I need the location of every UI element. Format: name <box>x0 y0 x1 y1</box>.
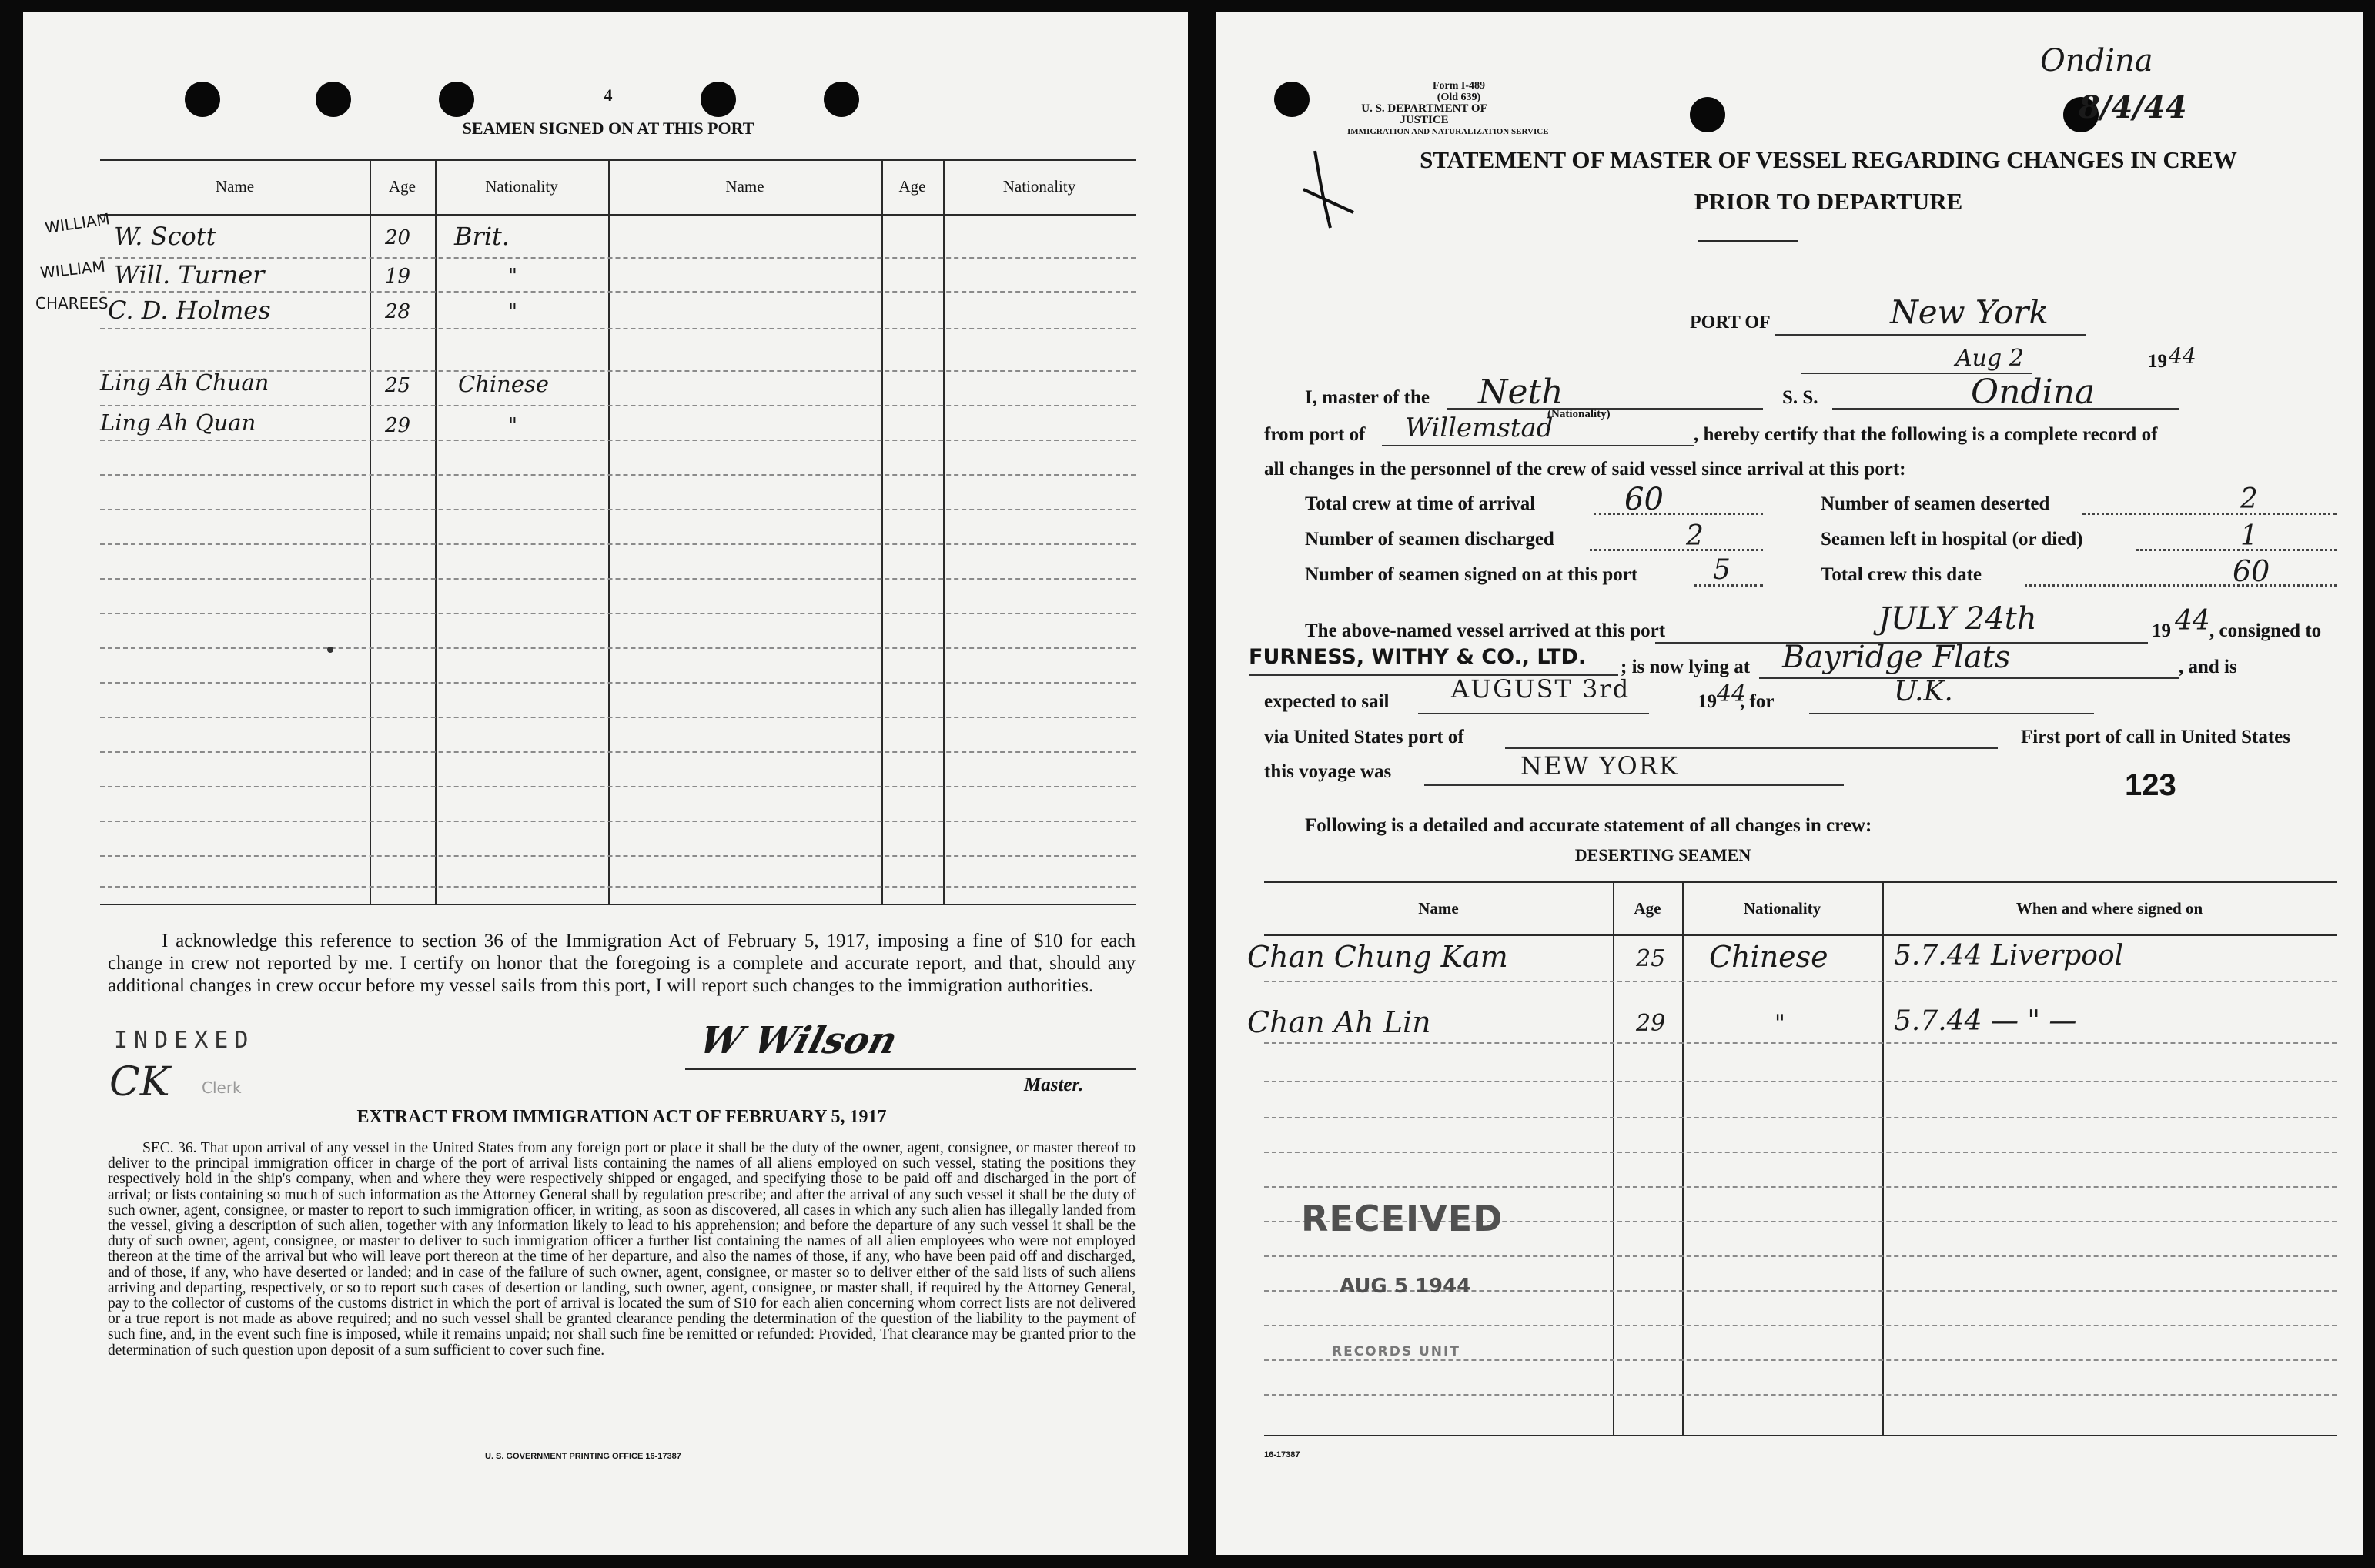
right-form-page <box>1216 12 2363 1555</box>
consigned-label: , consigned to <box>2209 620 2322 641</box>
handwritten-vessel-name: Ondina <box>2040 43 2153 79</box>
row-name: Ling Ah Chuan <box>100 369 269 396</box>
total-arrival-value: 60 <box>1624 482 1664 517</box>
sail-label: expected to sail <box>1264 691 1390 712</box>
nationality-caption: (Nationality) <box>1547 408 1611 420</box>
total-arrival-label: Total crew at time of arrival <box>1305 493 1536 514</box>
and-is-label: , and is <box>2179 657 2237 677</box>
indexed-stamp: INDEXED <box>114 1027 255 1054</box>
row-age: 25 <box>1636 945 1666 972</box>
arrived-year-prefix: 19 <box>2152 620 2171 641</box>
punch-hole <box>316 82 351 117</box>
received-stamp: RECEIVED <box>1301 1198 1504 1239</box>
row-age: 20 <box>385 226 411 249</box>
acknowledgement-text: I acknowledge this reference to section 36 of the Immigration Act of February 5, 1917, imposing a fine of $10 for each change in crew not reported by me. I certify on honor that the foregoing is a complete and accurate report, and that, should any additional changes in crew occur before my vessel sails from this port, I will report such changes to the immigration authorities. <box>108 931 1136 996</box>
punch-hole <box>185 82 220 117</box>
row-nationality: " <box>508 300 517 323</box>
punch-hole <box>701 82 736 117</box>
punch-hole <box>1690 97 1725 132</box>
clerk-initials: CK <box>109 1059 170 1105</box>
extract-title: EXTRACT FROM IMMIGRATION ACT OF FEBRUARY 5, 1917 <box>356 1107 887 1127</box>
margin-note: WILLIAM <box>38 256 106 283</box>
row-name: Will. Turner <box>114 260 265 289</box>
arrived-label: The above-named vessel arrived at this port <box>1305 620 1666 641</box>
discharged-value: 2 <box>1686 520 1704 552</box>
form-id: Form I-489 <box>1432 80 1486 92</box>
extract-text: SEC. 36. That upon arrival of any vessel in the United States from any foreign port or place it shall be the duty of the owner, agent, consignee, or master thereof to deliver to the principal immigration officer in charge of the port of arrival lists containing the names of all aliens employed on such vessel, stating the positions they respectively hold in the ship's company, when and where they were respectively shipped or engaged, and specifying those to be paid off and discharged in the port of arrival; or lists containing so much of such information as the Attorney General shall by regulation prescribe; and after the arrival of any such vessel it shall be the duty of such owner, agent, consignee, or master to report to such immigration officer, in writing, as soon as discovered, all cases in which any such alien has illegally landed from the vessel, giving a description of such alien, together with any information likely to lead to his apprehension; and before the departure of any such vessel it shall be the duty of such owner, agent, consignee, or master to deliver to such immigration officer a further list containing the names of all alien employees who were not employed thereon at the time of the arrival but who will leave port thereon at the time of her departure, and also the names of those, if any, who have been paid off and discharged, and of those, if any, who have deserted or landed; and in case of the failure of such owner, agent, consignee, or master so to deliver either of the said lists of such aliens arriving and departing, respectively, or so to report such cases of desertion or landing, such owner, agent, consignee, or master shall, if required by the Attorney General, pay to the collector of customs of the customs district in which the port of arrival is located the sum of $10 for each alien concerning whom correct lists are not delivered or a true report is not made as above required; and no such vessel shall be granted clearance pending the determination of the question of the liability to the payment of such fine, and, in the event such fine is imposed, while it remains unpaid; nor shall such fine be remitted or refunded: Provided, That clearance may be granted prior to the determination of such question upon deposit of a sum sufficient to cover such fine. <box>108 1140 1136 1359</box>
row-name: Ling Ah Quan <box>100 410 256 436</box>
master-of-label: I, master of the <box>1305 387 1430 408</box>
col-nationality: Nationality <box>485 177 558 196</box>
row-age: 19 <box>385 265 411 288</box>
margin-note: WILLIAM <box>43 209 112 237</box>
signed-on-value: 5 <box>1713 554 1731 586</box>
form-old: (Old 639) <box>1437 92 1481 103</box>
punch-hole <box>824 82 859 117</box>
printer-line: U. S. GOVERNMENT PRINTING OFFICE 16-17387 <box>485 1452 681 1461</box>
handwritten-date: 8/4/44 <box>2079 89 2187 125</box>
reference-number: 123 <box>2125 768 2176 802</box>
col-signed-on: When and where signed on <box>2015 899 2203 918</box>
lying-value: Bayridge Flats <box>1782 640 2011 675</box>
row-age: 25 <box>385 374 411 397</box>
row-nationality: " <box>508 414 517 437</box>
row-age: 29 <box>1636 1010 1666 1037</box>
row-nationality: Chinese <box>458 371 550 397</box>
records-unit: RECORDS UNIT <box>1332 1344 1460 1359</box>
col-name-2: Name <box>725 177 764 196</box>
col-age-2: Age <box>898 177 926 196</box>
form-header <box>1347 80 1549 138</box>
following-text: Following is a detailed and accurate statement of all changes in crew: <box>1305 815 1872 836</box>
consignee-value: FURNESS, WITHY & CO., LTD. <box>1249 645 1587 669</box>
printer-line: 16-17387 <box>1264 1450 1300 1459</box>
row-name: Chan Chung Kam <box>1247 940 1508 974</box>
certify-text: , hereby certify that the following is a complete record of <box>1694 424 2158 445</box>
sail-year-value: 44 <box>1717 680 1747 707</box>
from-port-label: from port of <box>1264 424 1366 445</box>
first-port-label: First port of call in United States <box>2021 727 2290 747</box>
punch-hole <box>439 82 474 117</box>
hospital-value: 1 <box>2240 520 2258 552</box>
total-date-value: 60 <box>2233 554 2270 588</box>
form-title-line1: STATEMENT OF MASTER OF VESSEL REGARDING CHANGES IN CREW <box>1420 146 2237 173</box>
section-title: SEAMEN SIGNED ON AT THIS PORT <box>462 119 754 138</box>
clerk-label: Clerk <box>202 1078 242 1097</box>
col-age: Age <box>389 177 416 196</box>
row-signed-on: 5.7.44 Liverpool <box>1894 940 2124 971</box>
service: IMMIGRATION AND NATURALIZATION SERVICE <box>1347 127 1549 136</box>
col-age: Age <box>1634 899 1661 918</box>
deserted-label: Number of seamen deserted <box>1821 493 2050 514</box>
master-signature: W Wilson <box>694 1019 902 1062</box>
date-value: Aug 2 <box>1955 345 2024 372</box>
via-label: via United States port of <box>1264 727 1464 747</box>
row-nationality: Brit. <box>454 222 510 251</box>
row-name: Chan Ah Lin <box>1247 1005 1431 1039</box>
punch-hole <box>1274 82 1310 117</box>
row-name: C. D. Holmes <box>108 296 271 325</box>
ss-value: Ondina <box>1971 373 2096 412</box>
received-date: AUG 5 1944 <box>1340 1275 1471 1298</box>
sail-value: AUGUST 3rd <box>1451 674 1631 704</box>
row-age: 28 <box>385 300 411 323</box>
port-label: PORT OF <box>1690 313 1771 333</box>
row-nationality: " <box>1775 1010 1785 1037</box>
deserting-title: DESERTING SEAMEN <box>1574 845 1751 864</box>
lying-label: ; is now lying at <box>1621 657 1751 677</box>
master-label: Master. <box>1024 1075 1084 1095</box>
arrived-year-value: 44 <box>2175 605 2210 637</box>
form-title-line2: PRIOR TO DEPARTURE <box>1694 188 1963 215</box>
col-nationality-2: Nationality <box>1002 177 1076 196</box>
voyage-label: this voyage was <box>1264 761 1392 782</box>
all-changes-text: all changes in the personnel of the crew of said vessel since arrival at this port: <box>1264 459 1906 480</box>
page-number: 4 <box>604 85 613 105</box>
sail-year-prefix: 19 <box>1698 691 1717 712</box>
dept: U. S. DEPARTMENT OF JUSTICE <box>1361 102 1487 126</box>
deserted-value: 2 <box>2240 483 2258 515</box>
col-name: Name <box>215 177 255 196</box>
row-age: 29 <box>385 414 411 437</box>
total-date-label: Total crew this date <box>1821 564 1982 585</box>
hospital-label: Seamen left in hospital (or died) <box>1821 529 2083 550</box>
row-signed-on: 5.7.44 — " — <box>1894 1005 2077 1037</box>
discharged-label: Number of seamen discharged <box>1305 529 1554 550</box>
left-form-page <box>23 12 1188 1555</box>
row-name: W. Scott <box>114 222 216 251</box>
ss-label: S. S. <box>1782 387 1818 408</box>
voyage-value: NEW YORK <box>1520 751 1679 781</box>
nationality-value: Neth <box>1478 373 1564 412</box>
margin-note: CHAREES <box>35 294 109 313</box>
from-port-value: Willemstad <box>1405 413 1554 443</box>
year-value: 44 <box>2169 343 2196 369</box>
col-nationality: Nationality <box>1743 899 1821 918</box>
port-value: New York <box>1890 293 2049 331</box>
for-value: U.K. <box>1894 676 1953 707</box>
arrived-value: JULY 24th <box>1878 601 2037 637</box>
signed-on-label: Number of seamen signed on at this port <box>1305 564 1638 585</box>
year-prefix: 19 <box>2148 351 2167 372</box>
for-label: , for <box>1740 691 1775 712</box>
col-name: Name <box>1418 899 1459 918</box>
row-nationality: Chinese <box>1709 940 1828 974</box>
row-nationality: " <box>508 265 517 288</box>
